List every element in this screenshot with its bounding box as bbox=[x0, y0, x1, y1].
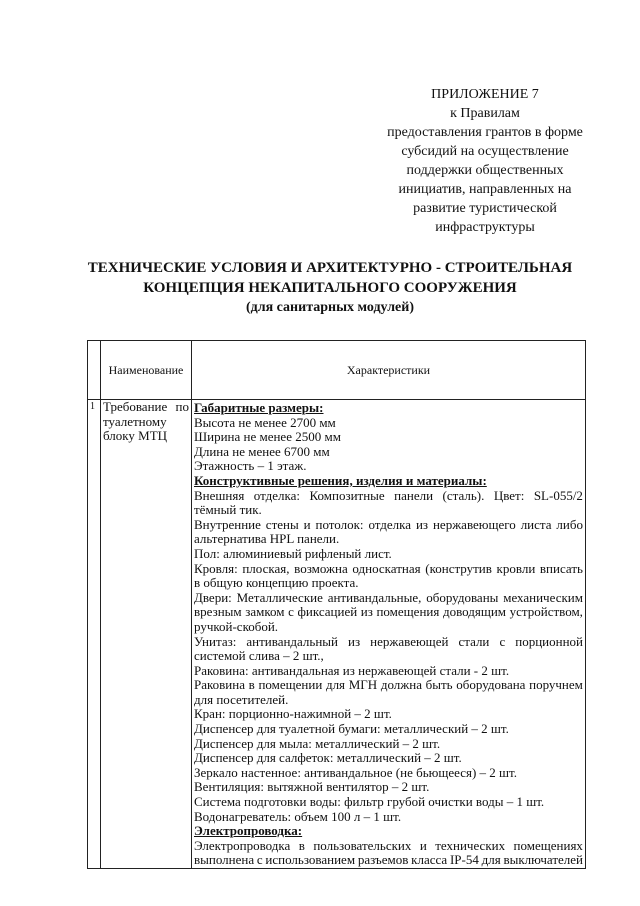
table-header-row bbox=[88, 341, 586, 400]
appendix-line: субсидий на осуществление bbox=[401, 144, 569, 159]
characteristic-line: Зеркало настенное: антивандальное (не бьющееся) – 2 шт. bbox=[194, 765, 518, 780]
row-name-cell bbox=[101, 400, 192, 869]
section-heading: Электропроводка: bbox=[194, 824, 303, 839]
header-num-cell bbox=[88, 341, 101, 400]
row-name-word: Требование bbox=[103, 399, 168, 414]
characteristic-line: альтернатива HPL панели. bbox=[194, 532, 340, 547]
characteristic-line: для посетителей. bbox=[194, 692, 289, 707]
characteristic-line: Высота не менее 2700 мм bbox=[194, 415, 336, 430]
characteristic-line: системой слива – 2 шт., bbox=[194, 649, 324, 664]
row-characteristics-cell bbox=[192, 400, 586, 869]
row-name-word: по bbox=[175, 399, 189, 414]
characteristic-line: Двери: Металлические антивандальные, оборудованы механическим bbox=[194, 590, 583, 605]
characteristic-line: врезным замком с фиксацией из помещения доводящим устройством, bbox=[194, 605, 583, 620]
appendix-line: ПРИЛОЖЕНИЕ 7 bbox=[431, 87, 539, 102]
characteristic-line: Диспенсер для туалетной бумаги: металлический – 2 шт. bbox=[194, 722, 509, 737]
characteristic-line: Раковина в помещении для МГН должна быть оборудована поручнем bbox=[194, 678, 583, 693]
row-name-line-3: блоку МТЦ bbox=[103, 428, 168, 444]
header-name-cell: Наименование bbox=[101, 341, 192, 400]
spec-table bbox=[87, 340, 586, 869]
characteristic-line: Диспенсер для мыла: металлический – 2 шт. bbox=[194, 736, 441, 751]
section-heading: Габаритные размеры: bbox=[194, 401, 324, 415]
characteristic-line: Вентиляция: вытяжной вентилятор – 2 шт. bbox=[194, 780, 430, 795]
appendix-line: развитие туристической bbox=[413, 201, 557, 216]
characteristic-line: Ширина не менее 2500 мм bbox=[194, 430, 341, 445]
title-line-2: КОНЦЕПЦИЯ НЕКАПИТАЛЬНОГО СООРУЖЕНИЯ bbox=[143, 280, 517, 296]
title-line-1: ТЕХНИЧЕСКИЕ УСЛОВИЯ И АРХИТЕКТУРНО - СТРОИТЕЛЬНАЯ bbox=[87, 260, 573, 276]
characteristic-line: Кровля: плоская, возможна односкатная (конструтив кровли вписать bbox=[194, 561, 583, 576]
characteristic-line: ручкой-скобой. bbox=[194, 619, 279, 634]
appendix-line: поддержки общественных bbox=[406, 163, 564, 178]
characteristic-line: тёмный тик. bbox=[194, 503, 262, 518]
appendix-line: предоставления грантов в форме bbox=[387, 125, 583, 140]
characteristic-line: Унитаз: антивандальный из нержавеющей стали с порционной bbox=[194, 634, 583, 649]
characteristic-line: Этажность – 1 этаж. bbox=[194, 459, 307, 474]
characteristic-line: выполнена с использованием разъемов класса IP-54 для выключателей bbox=[194, 853, 583, 868]
characteristic-line: Диспенсер для салфеток: металлический – 2 шт. bbox=[194, 751, 462, 766]
characteristic-line: Раковина: антивандальная из нержавеющей стали - 2 шт. bbox=[194, 663, 510, 678]
characteristic-line: Система подготовки воды: фильтр грубой очистки воды – 1 шт. bbox=[194, 795, 545, 810]
appendix-line: инициатив, направленных на bbox=[398, 182, 572, 197]
header-characteristics-cell: Характеристики bbox=[192, 341, 586, 400]
characteristic-line: Электропроводка в пользовательских и технических помещениях bbox=[194, 838, 583, 853]
characteristic-line: в общую концепцию проекта. bbox=[194, 576, 359, 591]
characteristic-line: Кран: порционно-нажимной – 2 шт. bbox=[194, 707, 392, 722]
title-subtitle: (для санитарных модулей) bbox=[246, 300, 414, 315]
row-number: 1 bbox=[88, 400, 101, 869]
appendix-block bbox=[350, 85, 620, 237]
characteristic-line: Внешняя отделка: Композитные панели (сталь). Цвет: SL-055/2 bbox=[194, 488, 583, 503]
characteristic-line: Длина не менее 6700 мм bbox=[194, 444, 330, 459]
row-name-line-2: туалетному bbox=[103, 413, 167, 429]
document-title bbox=[60, 258, 600, 318]
appendix-line: к Правилам bbox=[450, 106, 520, 121]
section-heading: Конструктивные решения, изделия и материалы: bbox=[194, 473, 487, 488]
characteristic-line: Водонагреватель: объем 100 л – 1 шт. bbox=[194, 809, 402, 824]
table-row bbox=[88, 400, 586, 869]
row-name-line-1 bbox=[101, 400, 191, 415]
appendix-line: инфраструктуры bbox=[435, 220, 535, 235]
characteristic-line: Внутренние стены и потолок: отделка из нержавеющего листа либо bbox=[194, 517, 583, 532]
characteristic-line: Пол: алюминиевый рифленый лист. bbox=[194, 546, 392, 561]
